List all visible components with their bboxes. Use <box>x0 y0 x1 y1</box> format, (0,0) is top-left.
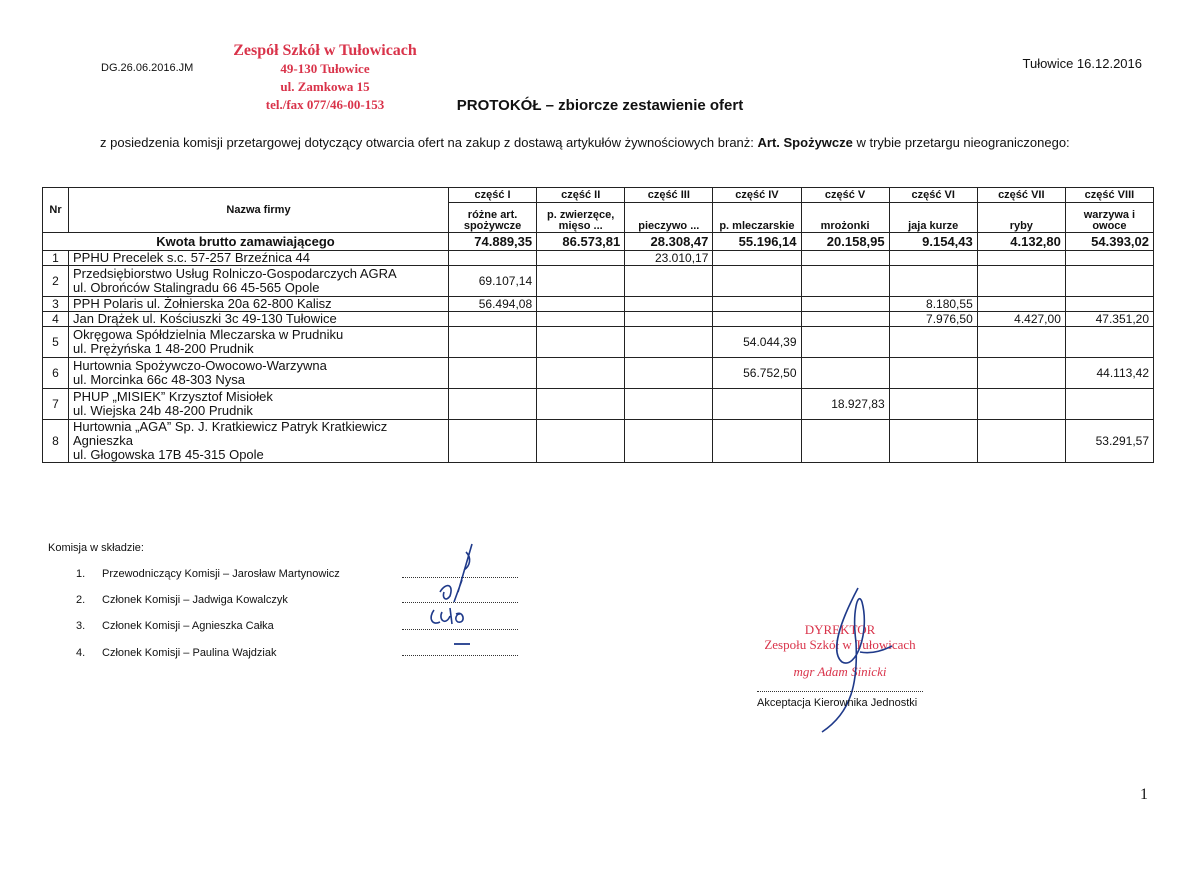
member-index: 2. <box>76 594 86 606</box>
acceptance-line <box>757 690 923 692</box>
firm-name-line: ul. Morcinka 66c 48-303 Nysa <box>73 372 245 387</box>
row-offer-part-4 <box>713 312 801 327</box>
signature-3-mark <box>431 608 463 624</box>
header-part-3: część III <box>625 188 713 203</box>
member-index: 3. <box>76 620 86 632</box>
row-offer-part-3: 23.010,17 <box>625 251 713 266</box>
row-nr: 5 <box>43 327 69 358</box>
header-part-2-desc: p. zwierzęce, mięso ... <box>537 203 625 233</box>
firm-name-line: ul. Obrońców Stalingradu 66 45-565 Opole <box>73 280 320 295</box>
row-offer-part-4: 54.044,39 <box>713 327 801 358</box>
row-offer-part-3 <box>625 297 713 312</box>
row-offer-part-5 <box>801 420 889 463</box>
director-school: Zespołu Szkół w Tułowicach <box>764 637 916 652</box>
row-offer-part-8: 47.351,20 <box>1065 312 1153 327</box>
row-offer-part-4 <box>713 389 801 420</box>
firm-name-line: Przedsiębiorstwo Usług Rolniczo-Gospodarczych AGRA <box>73 266 397 281</box>
row-offer-part-3 <box>625 420 713 463</box>
row-offer-part-5 <box>801 251 889 266</box>
row-offer-part-6 <box>889 420 977 463</box>
table-row <box>43 327 1154 358</box>
row-offer-part-1 <box>449 312 537 327</box>
header-part-8-desc: warzywa i owoce <box>1065 203 1153 233</box>
intro-text-before: z posiedzenia komisji przetargowej dotyczący otwarcia ofert na zakup z dostawą artykułów żywnościowych branż: <box>100 135 758 150</box>
table-row <box>43 312 1154 327</box>
firm-name-line: Okręgowa Spółdzielnia Mleczarska w Prudniku <box>73 327 344 342</box>
row-firm-name <box>69 297 449 312</box>
row-offer-part-7 <box>977 358 1065 389</box>
row-offer-part-6 <box>889 358 977 389</box>
header-part-1: część I <box>449 188 537 203</box>
firm-name-line: ul. Głogowska 17B 45-315 Opole <box>73 447 264 462</box>
row-offer-part-4: 56.752,50 <box>713 358 801 389</box>
row-offer-part-7 <box>977 266 1065 297</box>
row-offer-part-2 <box>537 389 625 420</box>
header-part-6: część VI <box>889 188 977 203</box>
intro-text-after: w trybie przetargu nieograniczonego: <box>852 135 1070 150</box>
row-firm-name <box>69 251 449 266</box>
header-nr: Nr <box>43 188 69 233</box>
page-number: 1 <box>1140 786 1148 803</box>
row-offer-part-2 <box>537 297 625 312</box>
total-part-5: 20.158,95 <box>801 233 889 251</box>
stamp-line-school: Zespół Szkół w Tułowicach <box>233 42 417 59</box>
row-firm-name <box>69 420 449 463</box>
header-part-6-desc: jaja kurze <box>889 203 977 233</box>
table-row <box>43 358 1154 389</box>
signature-1-mark <box>440 544 472 602</box>
firm-name-line: PPH Polaris ul. Żołnierska 20a 62-800 Kalisz <box>73 296 332 311</box>
row-offer-part-8 <box>1065 389 1153 420</box>
row-offer-part-8 <box>1065 297 1153 312</box>
row-offer-part-8 <box>1065 266 1153 297</box>
row-firm-name <box>69 389 449 420</box>
commission-label: Komisja w składzie: <box>48 542 144 554</box>
row-nr: 1 <box>43 251 69 266</box>
intro-paragraph <box>48 134 1147 152</box>
row-offer-part-5: 18.927,83 <box>801 389 889 420</box>
row-offer-part-2 <box>537 358 625 389</box>
table-row <box>43 251 1154 266</box>
member-signatures <box>420 540 500 660</box>
row-offer-part-8 <box>1065 251 1153 266</box>
member-index: 4. <box>76 647 86 659</box>
row-offer-part-7 <box>977 420 1065 463</box>
row-offer-part-1 <box>449 389 537 420</box>
row-offer-part-7 <box>977 389 1065 420</box>
stamp-line-phone: tel./fax 077/46-00-153 <box>265 97 385 112</box>
row-offer-part-3 <box>625 327 713 358</box>
commission-member-1 <box>76 568 340 580</box>
document-title: PROTOKÓŁ – zbiorcze zestawienie ofert <box>456 97 744 114</box>
row-offer-part-3 <box>625 312 713 327</box>
row-offer-part-1: 69.107,14 <box>449 266 537 297</box>
row-offer-part-1 <box>449 251 537 266</box>
firm-name-line: Jan Drążek ul. Kościuszki 3c 49-130 Tułowice <box>73 311 337 326</box>
member-text: Członek Komisji – Paulina Wajdziak <box>102 647 277 659</box>
header-part-2: część II <box>537 188 625 203</box>
total-part-8: 54.393,02 <box>1065 233 1153 251</box>
row-offer-part-8: 53.291,57 <box>1065 420 1153 463</box>
acceptance-label: Akceptacja Kierownika Jednostki <box>757 697 918 709</box>
row-offer-part-5 <box>801 327 889 358</box>
firm-name-line: Agnieszka <box>73 433 133 448</box>
row-offer-part-4 <box>713 266 801 297</box>
row-offer-part-2 <box>537 266 625 297</box>
total-part-7: 4.132,80 <box>977 233 1065 251</box>
total-part-1: 74.889,35 <box>449 233 537 251</box>
firm-name-line: ul. Wiejska 24b 48-200 Prudnik <box>73 403 253 418</box>
total-part-3: 28.308,47 <box>625 233 713 251</box>
header-part-5-desc: mrożonki <box>801 203 889 233</box>
header-part-7-desc: ryby <box>977 203 1065 233</box>
header-part-4: część IV <box>713 188 801 203</box>
row-offer-part-1 <box>449 358 537 389</box>
row-offer-part-4 <box>713 297 801 312</box>
row-nr: 7 <box>43 389 69 420</box>
row-offer-part-8 <box>1065 327 1153 358</box>
row-offer-part-2 <box>537 312 625 327</box>
firm-name-line: Hurtownia Spożywczo-Owocowo-Warzywna <box>73 358 327 373</box>
row-nr: 4 <box>43 312 69 327</box>
table-row <box>43 297 1154 312</box>
header-part-5: część V <box>801 188 889 203</box>
header-part-4-desc: p. mleczarskie <box>713 203 801 233</box>
table-row <box>43 389 1154 420</box>
row-offer-part-5 <box>801 266 889 297</box>
director-name: mgr Adam Sinicki <box>793 664 887 679</box>
header-part-7: część VII <box>977 188 1065 203</box>
row-offer-part-6: 7.976,50 <box>889 312 977 327</box>
intro-text-bold: Art. Spożywcze <box>757 135 853 150</box>
row-offer-part-6 <box>889 251 977 266</box>
row-firm-name <box>69 358 449 389</box>
row-offer-part-1 <box>449 420 537 463</box>
row-offer-part-2 <box>537 251 625 266</box>
header-part-3-desc: pieczywo ... <box>625 203 713 233</box>
row-offer-part-8: 44.113,42 <box>1065 358 1153 389</box>
row-offer-part-6 <box>889 327 977 358</box>
table-row <box>43 420 1154 463</box>
stamp-line-street: ul. Zamkowa 15 <box>280 79 370 94</box>
member-text: Członek Komisji – Jadwiga Kowalczyk <box>102 594 288 606</box>
row-offer-part-7 <box>977 251 1065 266</box>
director-signature-mark <box>822 588 892 732</box>
firm-name-line: PPHU Precelek s.c. 57-257 Brzeźnica 44 <box>73 250 310 265</box>
row-offer-part-1 <box>449 327 537 358</box>
row-offer-part-2 <box>537 327 625 358</box>
row-offer-part-5 <box>801 358 889 389</box>
commission-member-2 <box>76 594 288 606</box>
total-part-2: 86.573,81 <box>537 233 625 251</box>
table-row <box>43 266 1154 297</box>
firm-name-line: PHUP „MISIEK” Krzysztof Misiołek <box>73 389 273 404</box>
row-firm-name <box>69 327 449 358</box>
row-offer-part-4 <box>713 420 801 463</box>
row-offer-part-1: 56.494,08 <box>449 297 537 312</box>
member-index: 1. <box>76 568 86 580</box>
row-offer-part-3 <box>625 358 713 389</box>
row-offer-part-5 <box>801 297 889 312</box>
member-text: Członek Komisji – Agnieszka Całka <box>102 620 274 632</box>
row-offer-part-2 <box>537 420 625 463</box>
row-nr: 6 <box>43 358 69 389</box>
total-part-4: 55.196,14 <box>713 233 801 251</box>
commission-member-3 <box>76 620 274 632</box>
header-part-1-desc: różne art. spożywcze <box>449 203 537 233</box>
row-offer-part-3 <box>625 389 713 420</box>
row-nr: 3 <box>43 297 69 312</box>
row-offer-part-3 <box>625 266 713 297</box>
total-part-6: 9.154,43 <box>889 233 977 251</box>
row-offer-part-4 <box>713 251 801 266</box>
row-offer-part-6 <box>889 266 977 297</box>
header-part-8: część VIII <box>1065 188 1153 203</box>
firm-name-line: ul. Prężyńska 1 48-200 Prudnik <box>73 341 254 356</box>
stamp-line-postcode: 49-130 Tułowice <box>280 61 370 76</box>
row-firm-name <box>69 266 449 297</box>
firm-name-line: Hurtownia „AGA” Sp. J. Kratkiewicz Patryk Kratkiewicz <box>73 419 388 434</box>
row-offer-part-6 <box>889 389 977 420</box>
director-title: DYREKTOR <box>804 622 876 637</box>
row-offer-part-5 <box>801 312 889 327</box>
row-offer-part-6: 8.180,55 <box>889 297 977 312</box>
document-reference: DG.26.06.2016.JM <box>101 62 194 74</box>
total-label: Kwota brutto zamawiającego <box>43 233 449 251</box>
row-nr: 2 <box>43 266 69 297</box>
offers-table <box>42 187 1154 463</box>
row-firm-name <box>69 312 449 327</box>
row-offer-part-7 <box>977 297 1065 312</box>
place-and-date: Tułowice 16.12.2016 <box>1022 56 1142 71</box>
member-text: Przewodniczący Komisji – Jarosław Martynowicz <box>102 568 340 580</box>
row-nr: 8 <box>43 420 69 463</box>
director-signature <box>800 582 910 742</box>
header-firm-name: Nazwa firmy <box>69 188 449 233</box>
row-offer-part-7: 4.427,00 <box>977 312 1065 327</box>
commission-member-4 <box>76 647 276 659</box>
total-row <box>43 233 1154 251</box>
row-offer-part-7 <box>977 327 1065 358</box>
